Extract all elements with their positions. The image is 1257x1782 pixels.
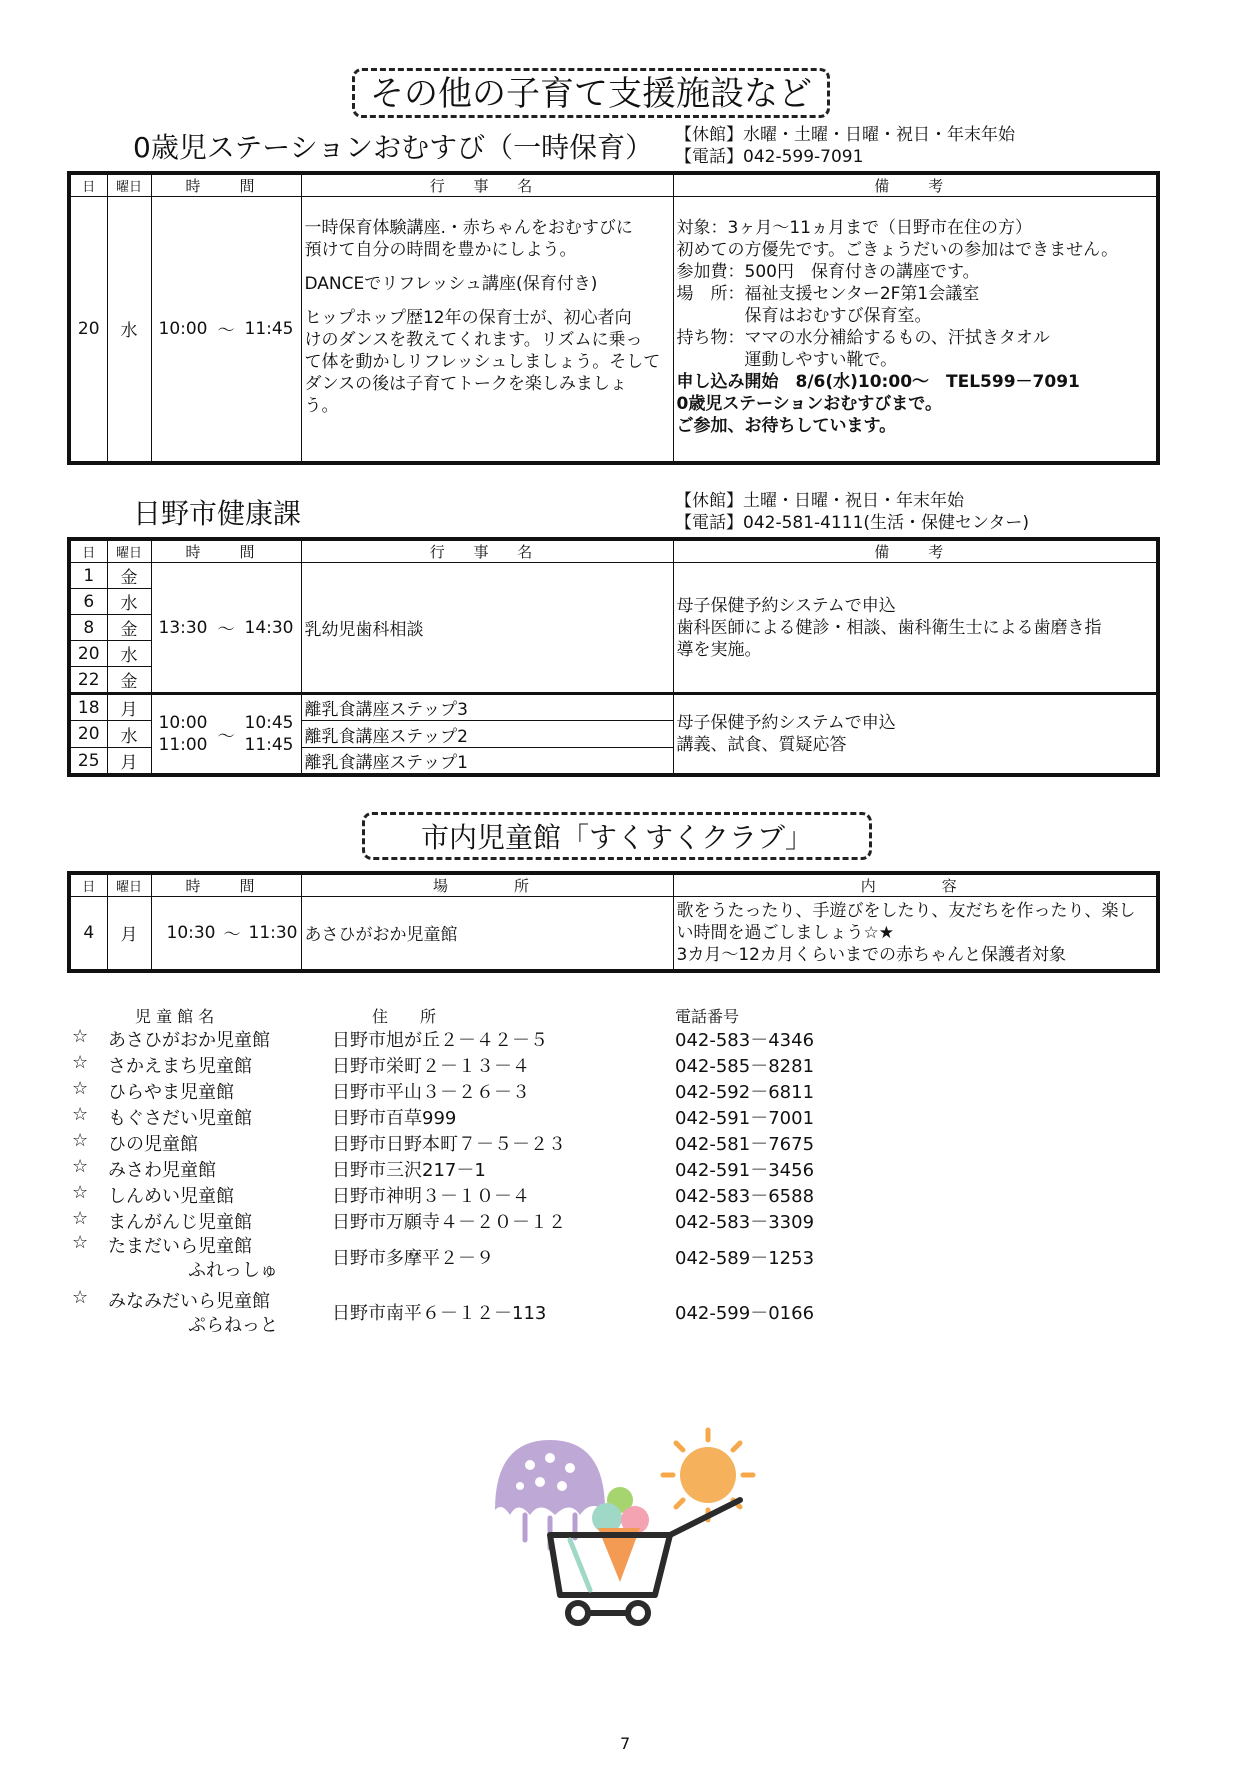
content-cell — [673, 897, 1158, 971]
kenko-closed: 【休館】土曜・日曜・祝日・年末年始 — [675, 491, 964, 511]
note-line: ご参加、お待ちしています。 — [676, 416, 897, 436]
ice-cream-cart-illustration — [490, 1420, 790, 1650]
sukusuku-table — [67, 871, 1160, 973]
star-icon: ☆ — [72, 1026, 89, 1047]
day-cell: 20 — [69, 641, 107, 667]
star-icon: ☆ — [72, 1052, 89, 1073]
star-icon: ☆ — [72, 1078, 89, 1099]
facility-address: 日野市栄町２－１３－４ — [332, 1056, 530, 1077]
event-line: 一時保育体験講座.・赤ちゃんをおむすびに — [304, 218, 633, 238]
day-cell: 18 — [69, 694, 107, 721]
start-time: 10:30 — [166, 922, 216, 943]
start-time: 13:30 — [158, 617, 208, 638]
kenko-title: 日野市健康課 — [133, 497, 302, 530]
place-cell: あさひがおか児童館 — [301, 897, 673, 971]
note-line: 歯科医師による健診・相談、歯科衛生士による歯磨き指 — [676, 617, 1102, 638]
star-icon: ☆ — [72, 1208, 89, 1229]
time-cell — [151, 694, 301, 776]
note-line: 参加費：500円 保育付きの講座です。 — [676, 262, 980, 282]
event-cell: 離乳食講座ステップ3 — [301, 694, 673, 721]
event-line: DANCEでリフレッシュ講座(保育付き) — [304, 274, 598, 294]
facility-phone: 042-599－0166 — [675, 1303, 815, 1324]
header-event: 行 事 名 — [301, 539, 673, 563]
day-cell: 20 — [69, 721, 107, 748]
time-tilde: ～ — [217, 726, 235, 747]
facility-phone: 042-583－6588 — [675, 1186, 815, 1207]
table-row — [69, 197, 1158, 463]
omusubi-phone: 【電話】042-599-7091 — [675, 147, 864, 167]
weekday-cell: 月 — [107, 694, 151, 721]
header-content: 内 容 — [673, 873, 1158, 897]
time-cell — [151, 897, 301, 971]
facility-phone: 042-591－7001 — [675, 1108, 815, 1129]
note-line: 導を実施。 — [676, 639, 762, 660]
facility-name: さかえまち児童館 — [108, 1056, 252, 1077]
header-time: 時 間 — [151, 873, 301, 897]
facility-name: しんめい児童館 — [108, 1186, 234, 1207]
header-time: 時 間 — [151, 173, 301, 197]
event-line: 預けて自分の時間を豊かにしよう。 — [304, 240, 577, 260]
facility-phone: 042-591－3456 — [675, 1160, 815, 1181]
note-cell — [673, 694, 1158, 776]
list-item — [70, 1078, 970, 1102]
star-icon: ☆ — [72, 1182, 89, 1203]
note-line: 持ち物：ママの水分補給するもの、汗拭きタオル — [676, 328, 1050, 348]
header-weekday: 曜日 — [107, 873, 151, 897]
time-cell — [151, 563, 301, 694]
start-time: 10:00 — [158, 318, 208, 339]
star-icon: ☆ — [72, 1130, 89, 1151]
facility-name: ひの児童館 — [108, 1134, 198, 1155]
list-item — [70, 1104, 970, 1128]
facility-address: 日野市万願寺４－２０－１２ — [332, 1212, 566, 1233]
note-line: 申し込み開始 8/6(水)10:00～ TEL599－7091 — [676, 372, 1080, 392]
omusubi-title: 0歳児ステーションおむすび（一時保育） — [133, 131, 654, 164]
header-day: 日 — [69, 173, 107, 197]
list-item — [70, 1182, 970, 1206]
table-header — [69, 173, 1158, 197]
header-note: 備 考 — [673, 539, 1158, 563]
header-weekday: 曜日 — [107, 173, 151, 197]
content-line: い時間を過ごしましょう☆★ — [676, 922, 894, 943]
table-row — [69, 897, 1158, 971]
day-cell: 25 — [69, 748, 107, 776]
note-line: 講義、試食、質疑応答 — [676, 735, 847, 755]
time-tilde: ～ — [217, 321, 235, 342]
table-header — [69, 873, 1158, 897]
table-header — [69, 539, 1158, 563]
event-line: て体を動かしリフレッシュしましょう。そして — [304, 352, 661, 372]
sukusuku-title: 市内児童館「すくすくクラブ」 — [362, 812, 872, 860]
list-item — [70, 1156, 970, 1180]
weekday-cell: 水 — [107, 641, 151, 667]
facility-address: 日野市平山３－２６－３ — [332, 1082, 530, 1103]
page-number: 7 — [620, 1734, 631, 1753]
facility-name: ひらやま児童館 — [108, 1082, 234, 1103]
star-icon: ☆ — [72, 1232, 89, 1253]
facility-phone: 042-583－3309 — [675, 1212, 815, 1233]
event-line: ヒップホップ歴12年の保育士が、初心者向 — [304, 308, 632, 328]
facility-name: みさわ児童館 — [108, 1160, 216, 1181]
note-line: 母子保健予約システムで申込 — [676, 595, 896, 616]
note-line: 対象：3ヶ月～11ヵ月まで（日野市在住の方） — [676, 218, 1032, 238]
end-time: 11:45 — [244, 318, 294, 339]
omusubi-table — [67, 171, 1160, 465]
time-tilde: ～ — [223, 925, 241, 946]
facility-phone: 042-589－1253 — [675, 1248, 815, 1269]
facility-address: 日野市南平６－１２－113 — [332, 1303, 547, 1324]
event-cell: 離乳食講座ステップ2 — [301, 721, 673, 748]
weekday-cell: 金 — [107, 563, 151, 589]
list-item — [70, 1052, 970, 1076]
facility-address: 日野市旭が丘２－４２－５ — [332, 1030, 548, 1051]
weekday-cell: 月 — [107, 748, 151, 776]
facility-name: たまだいら児童館 — [108, 1236, 252, 1257]
weekday-cell: 水 — [107, 721, 151, 748]
content-line: 歌をうたったり、手遊びをしたり、友だちを作ったり、楽し — [676, 900, 1136, 921]
facility-name: みなみだいら児童館 — [108, 1291, 270, 1312]
list-item — [70, 1208, 970, 1232]
directory-header-address: 住 所 — [372, 1007, 437, 1026]
note-line: 運動しやすい靴で。 — [676, 350, 898, 370]
day-cell: 6 — [69, 589, 107, 615]
sun-icon — [663, 1430, 753, 1520]
end-time: 11:30 — [248, 922, 298, 943]
facility-phone: 042-592－6811 — [675, 1082, 815, 1103]
facility-subname: ぷらねっと — [188, 1315, 278, 1336]
directory-header-name: 児 童 館 名 — [135, 1007, 215, 1026]
end-time: 14:30 — [244, 617, 294, 638]
weekday-cell: 水 — [107, 197, 151, 463]
day-cell: 22 — [69, 667, 107, 694]
list-item — [70, 1287, 970, 1337]
note-line: 母子保健予約システムで申込 — [676, 713, 896, 733]
facility-phone: 042-585－8281 — [675, 1056, 815, 1077]
header-event: 行 事 名 — [301, 173, 673, 197]
header-day: 日 — [69, 539, 107, 563]
event-cell: 離乳食講座ステップ1 — [301, 748, 673, 776]
header-day: 日 — [69, 873, 107, 897]
directory-header-phone: 電話番号 — [675, 1007, 740, 1026]
note-line: 0歳児ステーションおむすびまで。 — [676, 394, 942, 414]
star-icon: ☆ — [72, 1156, 89, 1177]
note-cell — [673, 563, 1158, 694]
start-time: 10:00 — [158, 713, 208, 733]
weekday-cell: 金 — [107, 667, 151, 694]
table-row — [69, 694, 1158, 721]
kenko-table — [67, 537, 1160, 777]
event-line: ダンスの後は子育てトークを楽しみましょ — [304, 374, 627, 394]
page-title: その他の子育て支援施設など — [352, 68, 830, 118]
facility-subname: ふれっしゅ — [188, 1260, 278, 1281]
weekday-cell: 金 — [107, 615, 151, 641]
list-item — [70, 1232, 970, 1282]
facility-phone: 042-581－7675 — [675, 1134, 815, 1155]
star-icon: ☆ — [72, 1104, 89, 1125]
header-place: 場 所 — [301, 873, 673, 897]
day-cell: 20 — [69, 197, 107, 463]
time-cell — [151, 197, 301, 463]
list-item — [70, 1026, 970, 1050]
end-time: 10:45 — [244, 713, 294, 733]
jellyfish-icon — [495, 1440, 605, 1548]
note-line: 場 所：福祉支援センター2F第1会議室 — [676, 284, 980, 304]
facility-address: 日野市神明３－１０－４ — [332, 1186, 530, 1207]
start-time: 11:00 — [158, 735, 208, 755]
event-line: う。 — [304, 396, 339, 416]
day-cell: 8 — [69, 615, 107, 641]
list-item — [70, 1130, 970, 1154]
event-cell — [301, 197, 673, 463]
facility-phone: 042-583－4346 — [675, 1030, 815, 1051]
facility-address: 日野市百草999 — [332, 1108, 457, 1129]
kenko-phone: 【電話】042-581-4111(生活・保健センター) — [675, 513, 1030, 533]
event-cell: 乳幼児歯科相談 — [301, 563, 673, 694]
header-time: 時 間 — [151, 539, 301, 563]
facility-address: 日野市三沢217－1 — [332, 1160, 486, 1181]
facility-name: あさひがおか児童館 — [108, 1030, 270, 1051]
weekday-cell: 水 — [107, 589, 151, 615]
day-cell: 4 — [69, 897, 107, 971]
end-time: 11:45 — [244, 735, 294, 755]
header-note: 備 考 — [673, 173, 1158, 197]
note-cell — [673, 197, 1158, 463]
weekday-cell: 月 — [107, 897, 151, 971]
content-line: 3カ月～12カ月くらいまでの赤ちゃんと保護者対象 — [676, 944, 1066, 965]
facility-address: 日野市多摩平２－９ — [332, 1248, 494, 1269]
table-row — [69, 563, 1158, 589]
day-cell: 1 — [69, 563, 107, 589]
event-line: けのダンスを教えてくれます。リズムに乗っ — [304, 330, 643, 350]
header-weekday: 曜日 — [107, 539, 151, 563]
note-line: 初めての方優先です。ごきょうだいの参加はできません。 — [676, 240, 1119, 260]
facility-name: もぐさだい児童館 — [108, 1108, 252, 1129]
omusubi-closed: 【休館】水曜・土曜・日曜・祝日・年末年始 — [675, 125, 1015, 145]
facility-name: まんがんじ児童館 — [108, 1212, 252, 1233]
facility-address: 日野市日野本町７－５－２３ — [332, 1134, 566, 1155]
time-tilde: ～ — [217, 620, 235, 640]
note-line: 保育はおむすび保育室。 — [676, 306, 932, 326]
star-icon: ☆ — [72, 1287, 89, 1308]
